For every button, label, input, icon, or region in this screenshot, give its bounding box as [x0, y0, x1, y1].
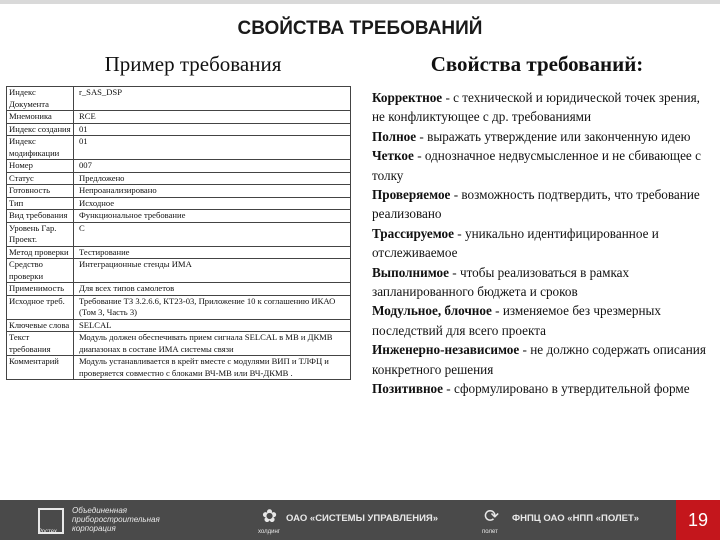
- table-row: [7, 185, 351, 198]
- table-row: [7, 160, 351, 173]
- row-key: Средство проверки: [7, 259, 74, 283]
- property-item: [372, 88, 707, 127]
- systems-label: ОАО «СИСТЕМЫ УПРАВЛЕНИЯ»: [286, 513, 439, 524]
- table-row: [7, 123, 351, 136]
- property-desc: - изменяемое без чрезмерных последствий для всего проекта: [372, 303, 661, 338]
- property-item: [372, 301, 707, 340]
- footer-bar: [0, 500, 720, 540]
- row-value: Непроанализировано: [74, 185, 351, 198]
- table-row: [7, 332, 351, 356]
- property-desc: - чтобы реализоваться в рамках запланированного бюджета и сроков: [372, 264, 630, 300]
- property-term: Проверяемое: [372, 187, 451, 203]
- row-value: r_SAS_DSP: [74, 87, 351, 111]
- property-desc: - однозначное недвусмысленное и не сбивающее с толку: [372, 148, 701, 183]
- row-key: Готовность: [7, 185, 74, 198]
- row-value: Предложено: [74, 172, 351, 185]
- row-key: Мнемоника: [7, 111, 74, 124]
- property-term: Корректное: [372, 90, 443, 105]
- table-row: [7, 319, 351, 332]
- table-row: [7, 111, 351, 124]
- property-item: [372, 340, 707, 379]
- row-key: Текст требования: [7, 332, 74, 356]
- row-key: Тип: [7, 197, 74, 210]
- holding-icon: ✿: [262, 506, 278, 526]
- properties-heading: Свойства требований:: [430, 52, 644, 76]
- property-desc: - выражать утверждение или законченную идею: [416, 128, 691, 144]
- requirement-table: [6, 86, 351, 380]
- properties-list: [372, 88, 707, 399]
- property-desc: - сформулировано в утвердительной форме: [443, 381, 690, 397]
- property-item: [372, 127, 707, 146]
- table-row: [7, 222, 351, 246]
- property-term: Трассируемое: [372, 225, 454, 241]
- property-term: Полное: [372, 128, 417, 144]
- row-value: Интеграционные стенды ИМА: [74, 259, 351, 283]
- slide-title: СВОЙСТВА ТРЕБОВАНИЙ: [237, 18, 483, 39]
- row-key: Уровень Гар. Проект.: [7, 222, 74, 246]
- opk-label: Объединенная приборостроительная корпорация: [72, 506, 160, 533]
- row-key: Индекс создания: [7, 123, 74, 136]
- row-value: Тестирование: [74, 246, 351, 259]
- row-key: Метод проверки: [7, 246, 74, 259]
- property-term: Инженерно-независимое: [372, 342, 520, 358]
- property-term: Позитивное: [372, 381, 443, 397]
- top-rule: [0, 0, 720, 4]
- property-item: [372, 224, 707, 263]
- table-row: [7, 197, 351, 210]
- row-key: Статус: [7, 172, 74, 185]
- row-value: Модуль устанавливается в крейт вместе с модулями ВИП и ТЛФЦ и проверяется совместно с блоками ВЧ-МВ или ВЧ-ДКМВ .: [74, 356, 351, 380]
- row-key: Комментарий: [7, 356, 74, 380]
- property-item: [372, 185, 707, 224]
- polet-short-label: полет: [482, 529, 498, 535]
- table-row: [7, 259, 351, 283]
- row-value: C: [74, 222, 351, 246]
- rostec-label: Ростех: [38, 529, 57, 535]
- property-desc: - не должно содержать описания конкретного решения: [372, 342, 706, 377]
- property-term: Четкое: [372, 148, 414, 164]
- row-value: Исходное: [74, 197, 351, 210]
- property-desc: - уникально идентифицированное и отслеживаемое: [372, 225, 659, 261]
- page-number: 19: [676, 500, 720, 540]
- table-row: [7, 356, 351, 380]
- row-value: Функциональное требование: [74, 210, 351, 223]
- property-item: [372, 146, 707, 185]
- property-term: Модульное, блочное: [372, 303, 492, 319]
- row-key: Исходное треб.: [7, 295, 74, 319]
- property-desc: - с технической и юридической точек зрения, не конфликтующее с др. требованиями: [372, 90, 700, 125]
- table-row: [7, 283, 351, 296]
- row-key: Индекс модификации: [7, 136, 74, 160]
- row-value: 007: [74, 160, 351, 173]
- property-item: [372, 263, 707, 302]
- row-key: Ключевые слова: [7, 319, 74, 332]
- table-row: [7, 172, 351, 185]
- table-row: [7, 210, 351, 223]
- polet-label: ФНПЦ ОАО «НПП «ПОЛЕТ»: [512, 513, 640, 524]
- row-key: Номер: [7, 160, 74, 173]
- table-row: [7, 246, 351, 259]
- holding-label: холдинг: [258, 529, 280, 535]
- property-term: Выполнимое: [372, 264, 449, 280]
- row-key: Вид требования: [7, 210, 74, 223]
- row-value: SELCAL: [74, 319, 351, 332]
- row-value: 01: [74, 136, 351, 160]
- table-row: [7, 87, 351, 111]
- row-value: RCE: [74, 111, 351, 124]
- table-row: [7, 295, 351, 319]
- table-row: [7, 136, 351, 160]
- row-value: Модуль должен обеспечивать прием сигнала SELCAL в MB и ДКМВ диапазонах в составе ИМА системы связи: [74, 332, 351, 356]
- property-desc: - возможность подтвердить, что требование реализовано: [372, 187, 700, 222]
- row-key: Применимость: [7, 283, 74, 296]
- row-key: Индекс Документа: [7, 87, 74, 111]
- example-heading: Пример требования: [104, 52, 282, 76]
- row-value: Для всех типов самолетов: [74, 283, 351, 296]
- polet-icon: ⟳: [484, 506, 500, 526]
- property-item: [372, 379, 707, 398]
- row-value: 01: [74, 123, 351, 136]
- row-value: Требование ТЗ 3.2.6.6, КТ23-03, Приложение 10 к соглашению ИКАО (Том 3, Часть 3): [74, 295, 351, 319]
